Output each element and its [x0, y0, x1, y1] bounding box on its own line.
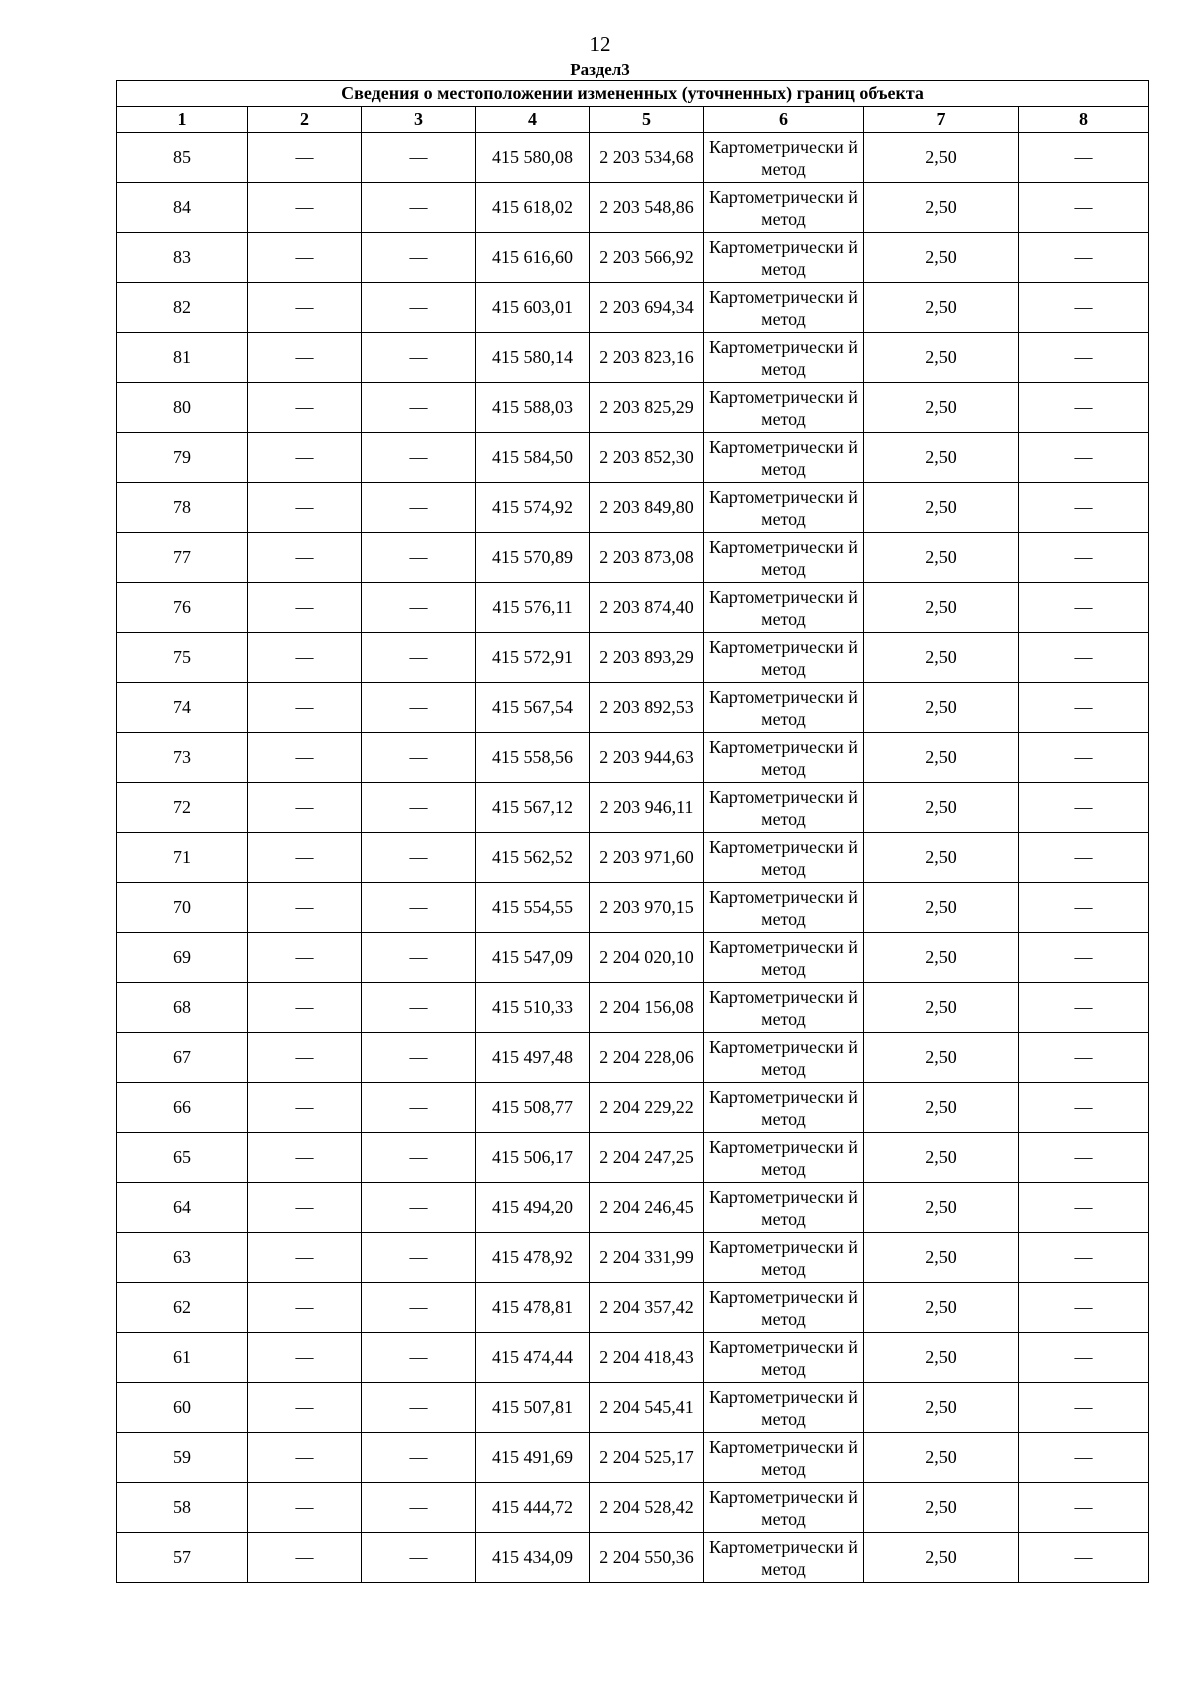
col8-cell: —	[1019, 133, 1149, 183]
point-number-cell: 65	[117, 1133, 248, 1183]
accuracy-cell: 2,50	[864, 133, 1019, 183]
point-number-cell: 80	[117, 383, 248, 433]
x-coordinate-cell: 415 474,44	[476, 1333, 590, 1383]
col3-cell: —	[362, 883, 476, 933]
table-row	[117, 1283, 1149, 1333]
y-coordinate-cell: 2 204 020,10	[590, 933, 704, 983]
table-row	[117, 1083, 1149, 1133]
x-coordinate-cell: 415 567,12	[476, 783, 590, 833]
col2-cell: —	[248, 833, 362, 883]
column-number: 7	[864, 107, 1019, 133]
method-cell: Картометрически й метод	[704, 933, 864, 983]
y-coordinate-cell: 2 203 852,30	[590, 433, 704, 483]
col8-cell: —	[1019, 233, 1149, 283]
col8-cell: —	[1019, 1183, 1149, 1233]
col2-cell: —	[248, 1133, 362, 1183]
y-coordinate-cell: 2 203 534,68	[590, 133, 704, 183]
col3-cell: —	[362, 533, 476, 583]
accuracy-cell: 2,50	[864, 283, 1019, 333]
y-coordinate-cell: 2 203 893,29	[590, 633, 704, 683]
y-coordinate-cell: 2 204 331,99	[590, 1233, 704, 1283]
y-coordinate-cell: 2 203 874,40	[590, 583, 704, 633]
point-number-cell: 74	[117, 683, 248, 733]
method-cell: Картометрически й метод	[704, 133, 864, 183]
col8-cell: —	[1019, 333, 1149, 383]
col3-cell: —	[362, 383, 476, 433]
table-row	[117, 133, 1149, 183]
point-number-cell: 73	[117, 733, 248, 783]
col2-cell: —	[248, 1233, 362, 1283]
table-row	[117, 1133, 1149, 1183]
y-coordinate-cell: 2 204 229,22	[590, 1083, 704, 1133]
col8-cell: —	[1019, 483, 1149, 533]
col8-cell: —	[1019, 783, 1149, 833]
accuracy-cell: 2,50	[864, 833, 1019, 883]
col2-cell: —	[248, 283, 362, 333]
col3-cell: —	[362, 233, 476, 283]
point-number-cell: 63	[117, 1233, 248, 1283]
x-coordinate-cell: 415 558,56	[476, 733, 590, 783]
y-coordinate-cell: 2 203 548,86	[590, 183, 704, 233]
col8-cell: —	[1019, 433, 1149, 483]
table-row	[117, 483, 1149, 533]
col8-cell: —	[1019, 533, 1149, 583]
point-number-cell: 57	[117, 1533, 248, 1583]
x-coordinate-cell: 415 434,09	[476, 1533, 590, 1583]
accuracy-cell: 2,50	[864, 783, 1019, 833]
col2-cell: —	[248, 1383, 362, 1433]
x-coordinate-cell: 415 507,81	[476, 1383, 590, 1433]
col3-cell: —	[362, 683, 476, 733]
y-coordinate-cell: 2 204 228,06	[590, 1033, 704, 1083]
x-coordinate-cell: 415 494,20	[476, 1183, 590, 1233]
col2-cell: —	[248, 733, 362, 783]
col2-cell: —	[248, 433, 362, 483]
x-coordinate-cell: 415 576,11	[476, 583, 590, 633]
method-cell: Картометрически й метод	[704, 1133, 864, 1183]
col3-cell: —	[362, 1283, 476, 1333]
col8-cell: —	[1019, 1283, 1149, 1333]
table-row	[117, 233, 1149, 283]
col2-cell: —	[248, 983, 362, 1033]
section-label: Раздел3	[570, 60, 630, 79]
point-number-cell: 82	[117, 283, 248, 333]
point-number-cell: 78	[117, 483, 248, 533]
method-cell: Картометрически й метод	[704, 333, 864, 383]
y-coordinate-cell: 2 203 892,53	[590, 683, 704, 733]
method-cell: Картометрически й метод	[704, 633, 864, 683]
point-number-cell: 84	[117, 183, 248, 233]
table-row	[117, 183, 1149, 233]
col3-cell: —	[362, 1483, 476, 1533]
col8-cell: —	[1019, 1033, 1149, 1083]
table-row	[117, 883, 1149, 933]
col8-cell: —	[1019, 983, 1149, 1033]
table-row	[117, 433, 1149, 483]
y-coordinate-cell: 2 204 357,42	[590, 1283, 704, 1333]
method-cell: Картометрически й метод	[704, 733, 864, 783]
method-cell: Картометрически й метод	[704, 1383, 864, 1433]
accuracy-cell: 2,50	[864, 1133, 1019, 1183]
accuracy-cell: 2,50	[864, 383, 1019, 433]
point-number-cell: 75	[117, 633, 248, 683]
x-coordinate-cell: 415 616,60	[476, 233, 590, 283]
x-coordinate-cell: 415 603,01	[476, 283, 590, 333]
accuracy-cell: 2,50	[864, 983, 1019, 1033]
col8-cell: —	[1019, 283, 1149, 333]
x-coordinate-cell: 415 444,72	[476, 1483, 590, 1533]
method-cell: Картометрически й метод	[704, 183, 864, 233]
col3-cell: —	[362, 633, 476, 683]
col2-cell: —	[248, 683, 362, 733]
column-number: 6	[704, 107, 864, 133]
y-coordinate-cell: 2 203 694,34	[590, 283, 704, 333]
x-coordinate-cell: 415 588,03	[476, 383, 590, 433]
col8-cell: —	[1019, 633, 1149, 683]
col2-cell: —	[248, 1033, 362, 1083]
col2-cell: —	[248, 533, 362, 583]
accuracy-cell: 2,50	[864, 1433, 1019, 1483]
x-coordinate-cell: 415 554,55	[476, 883, 590, 933]
col2-cell: —	[248, 883, 362, 933]
col3-cell: —	[362, 1183, 476, 1233]
col3-cell: —	[362, 983, 476, 1033]
coordinates-table	[116, 80, 1149, 1583]
accuracy-cell: 2,50	[864, 533, 1019, 583]
col2-cell: —	[248, 783, 362, 833]
point-number-cell: 60	[117, 1383, 248, 1433]
col3-cell: —	[362, 1383, 476, 1433]
accuracy-cell: 2,50	[864, 233, 1019, 283]
col3-cell: —	[362, 133, 476, 183]
table-row	[117, 1533, 1149, 1583]
col2-cell: —	[248, 583, 362, 633]
col8-cell: —	[1019, 1333, 1149, 1383]
x-coordinate-cell: 415 562,52	[476, 833, 590, 883]
method-cell: Картометрически й метод	[704, 833, 864, 883]
point-number-cell: 64	[117, 1183, 248, 1233]
col3-cell: —	[362, 1033, 476, 1083]
col8-cell: —	[1019, 833, 1149, 883]
point-number-cell: 61	[117, 1333, 248, 1383]
accuracy-cell: 2,50	[864, 183, 1019, 233]
col8-cell: —	[1019, 583, 1149, 633]
col2-cell: —	[248, 383, 362, 433]
col2-cell: —	[248, 933, 362, 983]
table-row	[117, 1233, 1149, 1283]
col3-cell: —	[362, 1233, 476, 1283]
point-number-cell: 76	[117, 583, 248, 633]
col8-cell: —	[1019, 383, 1149, 433]
point-number-cell: 62	[117, 1283, 248, 1333]
x-coordinate-cell: 415 478,81	[476, 1283, 590, 1333]
x-coordinate-cell: 415 572,91	[476, 633, 590, 683]
col3-cell: —	[362, 583, 476, 633]
method-cell: Картометрически й метод	[704, 283, 864, 333]
point-number-cell: 77	[117, 533, 248, 583]
point-number-cell: 79	[117, 433, 248, 483]
col8-cell: —	[1019, 683, 1149, 733]
col2-cell: —	[248, 233, 362, 283]
method-cell: Картометрически й метод	[704, 1033, 864, 1083]
col8-cell: —	[1019, 883, 1149, 933]
accuracy-cell: 2,50	[864, 1183, 1019, 1233]
col8-cell: —	[1019, 733, 1149, 783]
col8-cell: —	[1019, 933, 1149, 983]
x-coordinate-cell: 415 580,08	[476, 133, 590, 183]
point-number-cell: 72	[117, 783, 248, 833]
col2-cell: —	[248, 133, 362, 183]
col8-cell: —	[1019, 1233, 1149, 1283]
y-coordinate-cell: 2 204 246,45	[590, 1183, 704, 1233]
col2-cell: —	[248, 1283, 362, 1333]
table-row	[117, 733, 1149, 783]
table-row	[117, 783, 1149, 833]
x-coordinate-cell: 415 508,77	[476, 1083, 590, 1133]
y-coordinate-cell: 2 203 970,15	[590, 883, 704, 933]
column-number: 3	[362, 107, 476, 133]
method-cell: Картометрически й метод	[704, 383, 864, 433]
accuracy-cell: 2,50	[864, 683, 1019, 733]
col2-cell: —	[248, 1183, 362, 1233]
method-cell: Картометрически й метод	[704, 1283, 864, 1333]
x-coordinate-cell: 415 567,54	[476, 683, 590, 733]
column-number: 8	[1019, 107, 1149, 133]
x-coordinate-cell: 415 491,69	[476, 1433, 590, 1483]
table-row	[117, 283, 1149, 333]
col2-cell: —	[248, 1483, 362, 1533]
accuracy-cell: 2,50	[864, 1283, 1019, 1333]
x-coordinate-cell: 415 570,89	[476, 533, 590, 583]
col3-cell: —	[362, 433, 476, 483]
y-coordinate-cell: 2 204 156,08	[590, 983, 704, 1033]
col3-cell: —	[362, 1433, 476, 1483]
column-number: 1	[117, 107, 248, 133]
col3-cell: —	[362, 783, 476, 833]
y-coordinate-cell: 2 204 247,25	[590, 1133, 704, 1183]
point-number-cell: 69	[117, 933, 248, 983]
method-cell: Картометрически й метод	[704, 1233, 864, 1283]
x-coordinate-cell: 415 584,50	[476, 433, 590, 483]
y-coordinate-cell: 2 204 525,17	[590, 1433, 704, 1483]
method-cell: Картометрически й метод	[704, 783, 864, 833]
accuracy-cell: 2,50	[864, 1483, 1019, 1533]
accuracy-cell: 2,50	[864, 1383, 1019, 1433]
table-row	[117, 583, 1149, 633]
x-coordinate-cell: 415 547,09	[476, 933, 590, 983]
x-coordinate-cell: 415 574,92	[476, 483, 590, 533]
col2-cell: —	[248, 1333, 362, 1383]
method-cell: Картометрически й метод	[704, 1183, 864, 1233]
col2-cell: —	[248, 483, 362, 533]
point-number-cell: 59	[117, 1433, 248, 1483]
x-coordinate-cell: 415 580,14	[476, 333, 590, 383]
method-cell: Картометрически й метод	[704, 1083, 864, 1133]
table-row	[117, 833, 1149, 883]
col3-cell: —	[362, 483, 476, 533]
y-coordinate-cell: 2 203 873,08	[590, 533, 704, 583]
y-coordinate-cell: 2 203 825,29	[590, 383, 704, 433]
column-number: 4	[476, 107, 590, 133]
method-cell: Картометрически й метод	[704, 983, 864, 1033]
accuracy-cell: 2,50	[864, 1033, 1019, 1083]
col2-cell: —	[248, 333, 362, 383]
page-number: 12	[589, 32, 611, 56]
y-coordinate-cell: 2 203 946,11	[590, 783, 704, 833]
table-row	[117, 983, 1149, 1033]
table-body	[117, 133, 1149, 1583]
table-row	[117, 1433, 1149, 1483]
y-coordinate-cell: 2 203 566,92	[590, 233, 704, 283]
accuracy-cell: 2,50	[864, 433, 1019, 483]
method-cell: Картометрически й метод	[704, 483, 864, 533]
accuracy-cell: 2,50	[864, 733, 1019, 783]
accuracy-cell: 2,50	[864, 1333, 1019, 1383]
table-row	[117, 633, 1149, 683]
col2-cell: —	[248, 633, 362, 683]
col8-cell: —	[1019, 1383, 1149, 1433]
col3-cell: —	[362, 1533, 476, 1583]
point-number-cell: 85	[117, 133, 248, 183]
y-coordinate-cell: 2 203 971,60	[590, 833, 704, 883]
y-coordinate-cell: 2 204 550,36	[590, 1533, 704, 1583]
method-cell: Картометрически й метод	[704, 533, 864, 583]
x-coordinate-cell: 415 478,92	[476, 1233, 590, 1283]
point-number-cell: 81	[117, 333, 248, 383]
point-number-cell: 70	[117, 883, 248, 933]
method-cell: Картометрически й метод	[704, 683, 864, 733]
point-number-cell: 83	[117, 233, 248, 283]
col8-cell: —	[1019, 1483, 1149, 1533]
col3-cell: —	[362, 183, 476, 233]
table-row	[117, 1333, 1149, 1383]
y-coordinate-cell: 2 203 944,63	[590, 733, 704, 783]
method-cell: Картометрически й метод	[704, 883, 864, 933]
col2-cell: —	[248, 1083, 362, 1133]
accuracy-cell: 2,50	[864, 933, 1019, 983]
point-number-cell: 66	[117, 1083, 248, 1133]
accuracy-cell: 2,50	[864, 633, 1019, 683]
column-number: 2	[248, 107, 362, 133]
col3-cell: —	[362, 833, 476, 883]
col3-cell: —	[362, 1333, 476, 1383]
y-coordinate-cell: 2 204 418,43	[590, 1333, 704, 1383]
accuracy-cell: 2,50	[864, 1533, 1019, 1583]
accuracy-cell: 2,50	[864, 1083, 1019, 1133]
x-coordinate-cell: 415 497,48	[476, 1033, 590, 1083]
y-coordinate-cell: 2 204 528,42	[590, 1483, 704, 1533]
method-cell: Картометрически й метод	[704, 1533, 864, 1583]
method-cell: Картометрически й метод	[704, 1333, 864, 1383]
table-caption-row	[117, 81, 1149, 107]
col2-cell: —	[248, 183, 362, 233]
table-row	[117, 1183, 1149, 1233]
table-row	[117, 533, 1149, 583]
col3-cell: —	[362, 733, 476, 783]
x-coordinate-cell: 415 510,33	[476, 983, 590, 1033]
col3-cell: —	[362, 333, 476, 383]
point-number-cell: 58	[117, 1483, 248, 1533]
point-number-cell: 68	[117, 983, 248, 1033]
accuracy-cell: 2,50	[864, 883, 1019, 933]
col8-cell: —	[1019, 1083, 1149, 1133]
col3-cell: —	[362, 933, 476, 983]
method-cell: Картометрически й метод	[704, 1483, 864, 1533]
table-row	[117, 1483, 1149, 1533]
y-coordinate-cell: 2 203 823,16	[590, 333, 704, 383]
y-coordinate-cell: 2 203 849,80	[590, 483, 704, 533]
accuracy-cell: 2,50	[864, 483, 1019, 533]
point-number-cell: 67	[117, 1033, 248, 1083]
x-coordinate-cell: 415 506,17	[476, 1133, 590, 1183]
table-caption: Сведения о местоположении измененных (уточненных) границ объекта	[117, 81, 1149, 107]
method-cell: Картометрически й метод	[704, 233, 864, 283]
col2-cell: —	[248, 1433, 362, 1483]
method-cell: Картометрически й метод	[704, 1433, 864, 1483]
accuracy-cell: 2,50	[864, 583, 1019, 633]
col8-cell: —	[1019, 1133, 1149, 1183]
table-row	[117, 683, 1149, 733]
column-number: 5	[590, 107, 704, 133]
col8-cell: —	[1019, 1433, 1149, 1483]
y-coordinate-cell: 2 204 545,41	[590, 1383, 704, 1433]
method-cell: Картометрически й метод	[704, 433, 864, 483]
table-row	[117, 333, 1149, 383]
method-cell: Картометрически й метод	[704, 583, 864, 633]
table-row	[117, 383, 1149, 433]
col3-cell: —	[362, 1133, 476, 1183]
column-number-row	[117, 107, 1149, 133]
col3-cell: —	[362, 1083, 476, 1133]
accuracy-cell: 2,50	[864, 1233, 1019, 1283]
table-row	[117, 933, 1149, 983]
table-row	[117, 1033, 1149, 1083]
col8-cell: —	[1019, 1533, 1149, 1583]
x-coordinate-cell: 415 618,02	[476, 183, 590, 233]
col3-cell: —	[362, 283, 476, 333]
col8-cell: —	[1019, 183, 1149, 233]
accuracy-cell: 2,50	[864, 333, 1019, 383]
col2-cell: —	[248, 1533, 362, 1583]
point-number-cell: 71	[117, 833, 248, 883]
table-row	[117, 1383, 1149, 1433]
